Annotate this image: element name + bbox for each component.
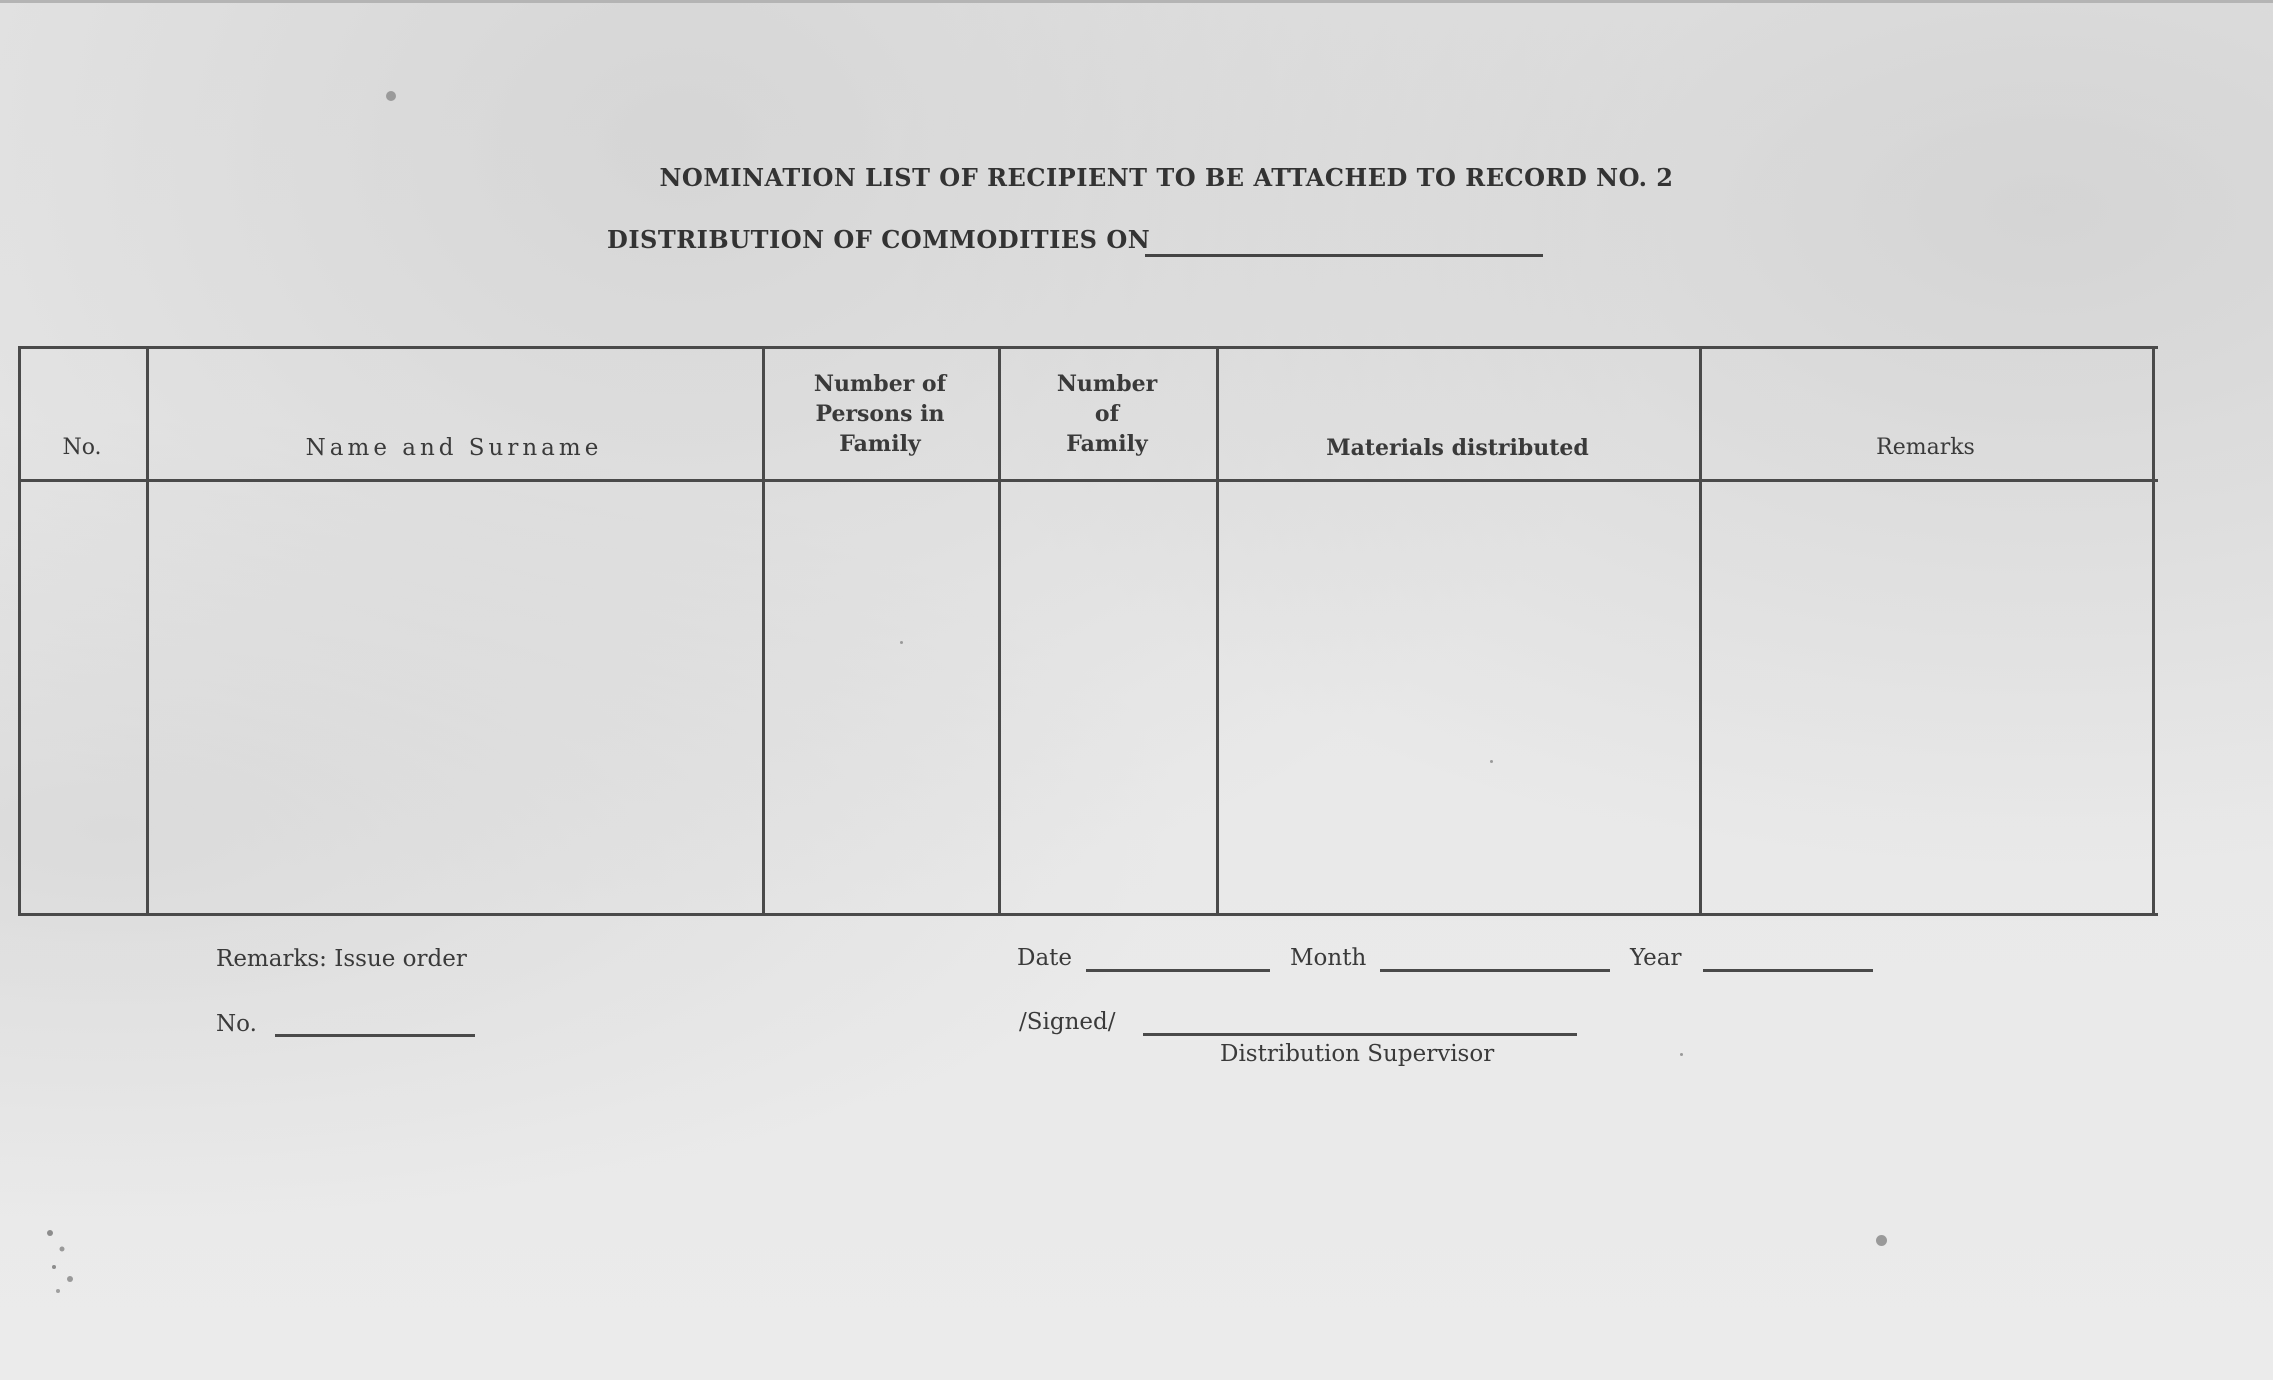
column-header-family: Number of Family [1056,370,1158,457]
form-title: NOMINATION LIST OF RECIPIENT TO BE ATTACHED TO RECORD NO. 2 [659,163,1674,192]
column-header-name: Name and Surname [305,435,603,461]
signature-field[interactable] [1143,1033,1577,1036]
date-label: Date [1017,945,1073,971]
month-label: Month [1290,945,1367,971]
recipient-table [18,346,2158,916]
table-bottom-border [18,913,2158,916]
year-label: Year [1630,945,1682,971]
column-header-materials: Materials distributed [1326,435,1589,461]
supervisor-label: Distribution Supervisor [1220,1041,1495,1067]
signed-label: /Signed/ [1019,1009,1116,1035]
column-header-no: No. [62,435,102,460]
corner-smudge [40,1223,90,1303]
distribution-date-field[interactable] [1145,254,1543,257]
paper-speck [1876,1235,1887,1246]
paper-speck [386,91,396,101]
year-field[interactable] [1703,969,1873,972]
column-header-persons: Number of Persons in Family [813,370,947,457]
month-field[interactable] [1380,969,1610,972]
remarks-label: Remarks: Issue order [216,946,467,972]
form-subtitle: DISTRIBUTION OF COMMODITIES ON [607,225,1151,254]
column-header-remarks: Remarks [1876,435,1975,460]
issue-order-no-field[interactable] [275,1034,475,1037]
paper-speck [1680,1053,1683,1056]
no-label: No. [216,1011,257,1037]
date-field[interactable] [1086,969,1270,972]
table-right-border [2152,346,2155,916]
